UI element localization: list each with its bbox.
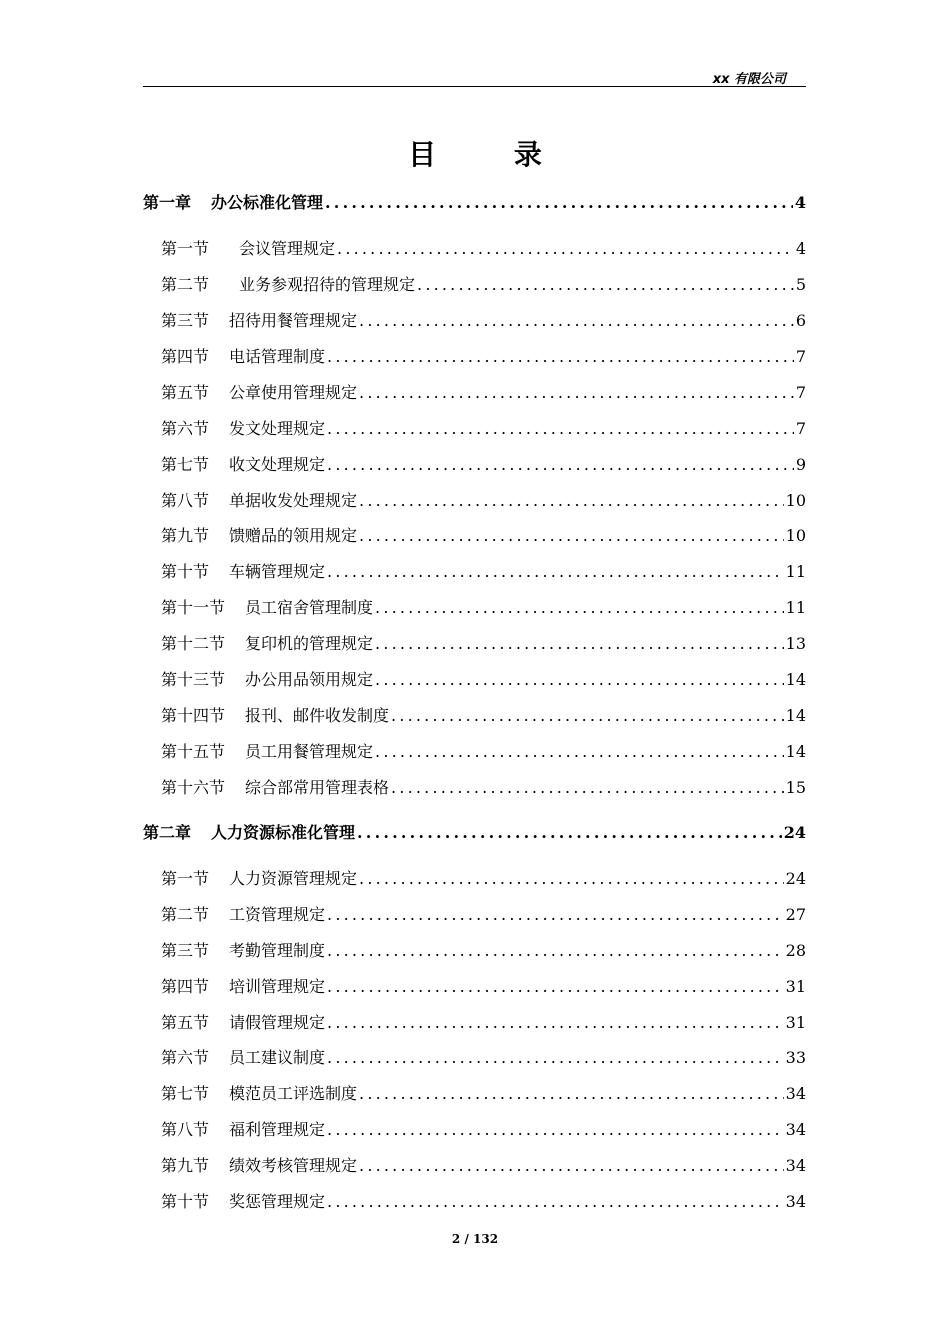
toc-section-entry[interactable] <box>143 1045 806 1069</box>
toc-entry-title: 单据收发处理规定 <box>229 491 358 510</box>
toc-entry-title: 办公标准化管理 <box>211 193 324 212</box>
toc-entry-title: 复印机的管理规定 <box>245 634 374 653</box>
toc-section-entry[interactable] <box>143 344 806 368</box>
toc-entry-page: 14 <box>785 706 806 725</box>
toc-entry-number: 第十节 <box>161 562 210 581</box>
toc-entry-number: 第四节 <box>161 347 210 366</box>
toc-entry-number: 第三节 <box>161 311 210 330</box>
toc-chapter-entry[interactable] <box>143 190 806 214</box>
toc-leader-dots <box>359 1156 784 1175</box>
toc-entry-page: 34 <box>785 1192 806 1211</box>
toc-entry-title: 考勤管理制度 <box>229 941 326 960</box>
toc-section-entry[interactable] <box>143 272 806 296</box>
toc-entry-title: 员工建议制度 <box>229 1048 326 1067</box>
toc-leader-dots <box>327 347 794 366</box>
toc-section-entry[interactable] <box>143 523 806 547</box>
toc-entry-page: 7 <box>795 419 806 438</box>
toc-entry-number: 第六节 <box>161 1048 210 1067</box>
toc-entry-title: 会议管理规定 <box>239 239 336 258</box>
toc-entry-number: 第八节 <box>161 491 210 510</box>
toc-entry-title: 请假管理规定 <box>229 1013 326 1032</box>
toc-entry-page: 34 <box>785 1120 806 1139</box>
toc-section-entry[interactable] <box>143 452 806 476</box>
toc-entry-title: 员工宿舍管理制度 <box>245 598 374 617</box>
toc-leader-dots <box>327 1120 784 1139</box>
toc-entry-number: 第十五节 <box>161 742 226 761</box>
toc-entry-number: 第一节 <box>161 239 210 258</box>
toc-leader-dots <box>327 941 784 960</box>
toc-leader-dots <box>359 383 794 402</box>
toc-entry-number: 第一节 <box>161 869 210 888</box>
toc-entry-title: 车辆管理规定 <box>229 562 326 581</box>
toc-entry-number: 第九节 <box>161 526 210 545</box>
page-header-company: xx 有限公司 <box>712 72 786 87</box>
toc-entry-page: 14 <box>785 742 806 761</box>
toc-entry-page: 33 <box>785 1048 806 1067</box>
toc-section-entry[interactable] <box>143 938 806 962</box>
toc-section-entry[interactable] <box>143 1117 806 1141</box>
toc-entry-page: 14 <box>785 670 806 689</box>
toc-entry-title: 奖惩管理规定 <box>229 1192 326 1211</box>
toc-entry-title: 模范员工评选制度 <box>229 1084 358 1103</box>
toc-entry-title: 招待用餐管理规定 <box>229 311 358 330</box>
toc-entry-page: 34 <box>785 1084 806 1103</box>
toc-entry-number: 第十三节 <box>161 670 226 689</box>
toc-leader-dots <box>327 905 784 924</box>
toc-leader-dots <box>375 634 784 653</box>
toc-leader-dots <box>417 275 794 294</box>
toc-entry-title: 收文处理规定 <box>229 455 326 474</box>
toc-entry-title: 业务参观招待的管理规定 <box>239 275 416 294</box>
toc-entry-page: 5 <box>795 275 806 294</box>
toc-entry-page: 31 <box>785 977 806 996</box>
toc-entry-title: 馈赠品的领用规定 <box>229 526 358 545</box>
toc-section-entry[interactable] <box>143 974 806 998</box>
toc-entry-title: 办公用品领用规定 <box>245 670 374 689</box>
toc-entry-title: 工资管理规定 <box>229 905 326 924</box>
toc-entry-number: 第五节 <box>161 1013 210 1032</box>
toc-entry-number: 第八节 <box>161 1120 210 1139</box>
toc-section-entry[interactable] <box>143 488 806 512</box>
toc-entry-page: 11 <box>785 562 806 581</box>
toc-leader-dots <box>359 1084 784 1103</box>
toc-section-entry[interactable] <box>143 1010 806 1034</box>
toc-entry-number: 第三节 <box>161 941 210 960</box>
toc-leader-dots <box>357 823 782 842</box>
toc-entry-page: 4 <box>795 239 806 258</box>
toc-entry-page: 15 <box>785 778 806 797</box>
toc-entry-page: 34 <box>785 1156 806 1175</box>
toc-entry-number: 第十节 <box>161 1192 210 1211</box>
toc-entry-number: 第十二节 <box>161 634 226 653</box>
toc-section-entry[interactable] <box>143 667 806 691</box>
toc-entry-page: 7 <box>795 347 806 366</box>
toc-section-entry[interactable] <box>143 236 806 260</box>
toc-entry-title: 电话管理制度 <box>229 347 326 366</box>
toc-entry-title: 人力资源管理规定 <box>229 869 358 888</box>
toc-leader-dots <box>337 239 794 258</box>
toc-entry-title: 培训管理规定 <box>229 977 326 996</box>
page-footer-indicator: 2 / 132 <box>451 1232 499 1246</box>
toc-section-entry[interactable] <box>143 739 806 763</box>
toc-leader-dots <box>327 1013 784 1032</box>
toc-section-entry[interactable] <box>143 775 806 799</box>
toc-leader-dots <box>391 706 784 725</box>
toc-entry-number: 第七节 <box>161 455 210 474</box>
toc-leader-dots <box>375 670 784 689</box>
toc-entry-title: 综合部常用管理表格 <box>245 778 390 797</box>
toc-entry-page: 10 <box>785 526 806 545</box>
toc-entry-number: 第六节 <box>161 419 210 438</box>
toc-section-entry[interactable] <box>143 866 806 890</box>
toc-leader-dots <box>327 419 794 438</box>
toc-entry-page: 7 <box>795 383 806 402</box>
toc-entry-page: 13 <box>785 634 806 653</box>
toc-entry-number: 第二节 <box>161 275 210 294</box>
toc-entry-page: 6 <box>795 311 806 330</box>
toc-leader-dots <box>359 526 784 545</box>
toc-entry-title: 发文处理规定 <box>229 419 326 438</box>
toc-section-entry[interactable] <box>143 703 806 727</box>
toc-leader-dots <box>391 778 784 797</box>
toc-leader-dots <box>359 311 794 330</box>
toc-leader-dots <box>327 977 784 996</box>
toc-leader-dots <box>327 1192 784 1211</box>
toc-entry-page: 9 <box>795 455 806 474</box>
toc-section-entry[interactable] <box>143 559 806 583</box>
toc-section-entry[interactable] <box>143 416 806 440</box>
toc-entry-title: 人力资源标准化管理 <box>211 823 356 842</box>
toc-entry-page: 27 <box>785 905 806 924</box>
toc-title: 目 录 <box>408 138 576 171</box>
toc-section-entry[interactable] <box>143 380 806 404</box>
toc-leader-dots <box>325 193 793 212</box>
toc-entry-page: 10 <box>785 491 806 510</box>
toc-entry-title: 福利管理规定 <box>229 1120 326 1139</box>
toc-entry-title: 公章使用管理规定 <box>229 383 358 402</box>
header-rule <box>143 86 806 87</box>
toc-entry-page: 31 <box>785 1013 806 1032</box>
toc-section-entry[interactable] <box>143 1189 806 1213</box>
toc-entry-page: 28 <box>785 941 806 960</box>
toc-leader-dots <box>327 1048 784 1067</box>
toc-section-entry[interactable] <box>143 308 806 332</box>
toc-section-entry[interactable] <box>143 595 806 619</box>
toc-entry-page: 4 <box>794 193 806 212</box>
toc-entry-number: 第七节 <box>161 1084 210 1103</box>
toc-leader-dots <box>359 491 784 510</box>
toc-section-entry[interactable] <box>143 1153 806 1177</box>
toc-entry-number: 第二章 <box>143 823 192 842</box>
toc-entry-number: 第十四节 <box>161 706 226 725</box>
toc-leader-dots <box>359 869 784 888</box>
toc-entry-page: 24 <box>785 869 806 888</box>
toc-leader-dots <box>375 598 784 617</box>
toc-section-entry[interactable] <box>143 902 806 926</box>
toc-entry-number: 第四节 <box>161 977 210 996</box>
toc-entry-title: 绩效考核管理规定 <box>229 1156 358 1175</box>
toc-entry-number: 第十六节 <box>161 778 226 797</box>
toc-leader-dots <box>327 455 794 474</box>
toc-entry-page: 24 <box>783 823 806 842</box>
toc-entry-title: 员工用餐管理规定 <box>245 742 374 761</box>
toc-section-entry[interactable] <box>143 1081 806 1105</box>
toc-entry-page: 11 <box>785 598 806 617</box>
toc-section-entry[interactable] <box>143 631 806 655</box>
toc-leader-dots <box>375 742 784 761</box>
toc-entry-number: 第二节 <box>161 905 210 924</box>
toc-chapter-entry[interactable] <box>143 820 806 844</box>
toc-entry-title: 报刊、邮件收发制度 <box>245 706 390 725</box>
toc-entry-number: 第九节 <box>161 1156 210 1175</box>
toc-leader-dots <box>327 562 784 581</box>
toc-entry-number: 第一章 <box>143 193 192 212</box>
toc-entry-number: 第十一节 <box>161 598 226 617</box>
toc-entry-number: 第五节 <box>161 383 210 402</box>
